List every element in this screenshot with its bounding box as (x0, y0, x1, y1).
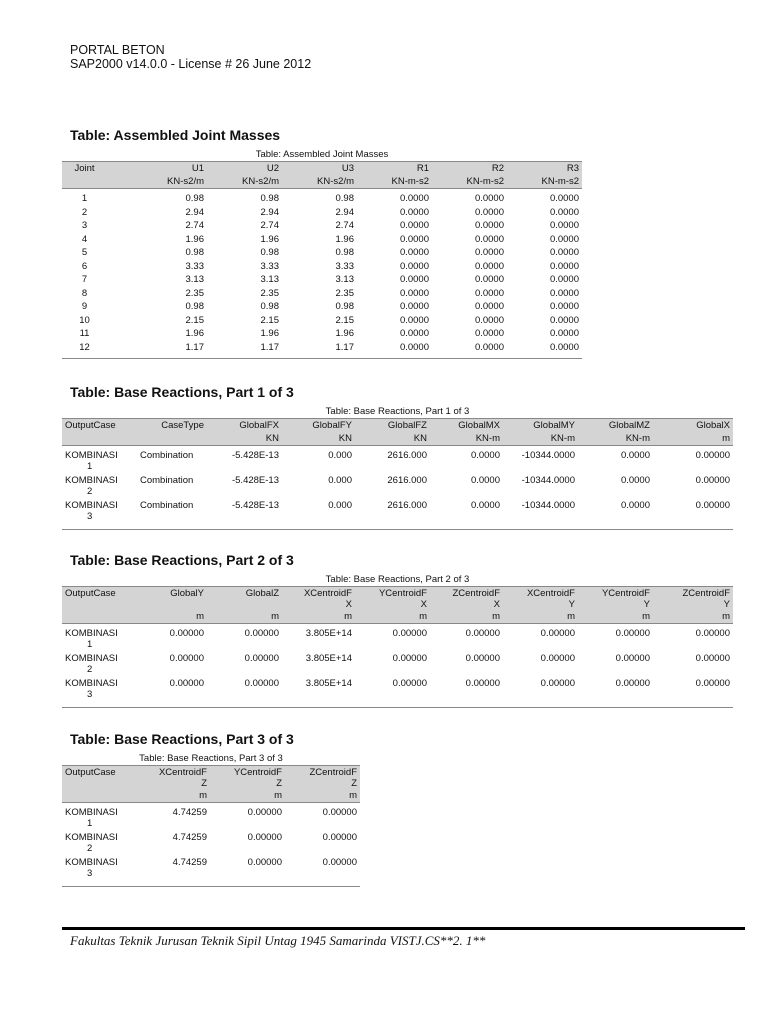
column-header (62, 766, 137, 790)
column-header-line2: Y (723, 599, 730, 610)
column-header-line2: X (420, 599, 427, 610)
output-case-name: KOMBINASI (65, 475, 118, 486)
table-cell: 0.00000 (615, 628, 650, 639)
output-case (65, 500, 134, 522)
table-cell: 0.0000 (474, 287, 504, 299)
table-row (62, 260, 582, 274)
table-cell: 2.74 (185, 220, 204, 231)
table-row (62, 246, 582, 260)
table-cell: 0.0000 (474, 233, 504, 245)
column-header (430, 587, 503, 611)
table-cell: 2616.000 (387, 450, 427, 461)
table-cell: 0.0000 (399, 193, 429, 204)
table-cell: 0.00000 (430, 678, 503, 708)
table-cell: -10344.0000 (521, 475, 575, 486)
output-case-cell (62, 803, 137, 833)
table-cell: 0.00000 (695, 653, 730, 664)
output-case-number: 1 (87, 639, 93, 650)
table-cell: 0.00000 (247, 807, 282, 818)
table-cell: 3.33 (335, 260, 354, 272)
table-cell: 0.00000 (285, 857, 360, 887)
table-row (62, 233, 582, 247)
table-cell: 0.98 (260, 193, 279, 204)
table-cell: 3.805E+14 (305, 628, 352, 639)
table-cell: 1.17 (207, 341, 282, 359)
table-cell: 2616.000 (387, 475, 427, 486)
column-header: Joint (62, 162, 107, 176)
table-cell: 0.00000 (207, 678, 282, 708)
table-cell: 0.00000 (137, 678, 207, 708)
output-case-number: 1 (87, 818, 93, 829)
table-cell: 0.0000 (507, 341, 582, 359)
base-reactions-part3-table (62, 765, 360, 887)
table-cell: 0.98 (185, 301, 204, 312)
table-cell: 0.0000 (432, 341, 507, 359)
table-cell: 0.0000 (470, 475, 500, 486)
column-header: GlobalMZ (578, 419, 653, 433)
column-unit: m (578, 610, 653, 624)
base-reactions-part1-table (62, 418, 733, 530)
table-row (62, 300, 582, 314)
column-header-line1: XCentroidF (526, 588, 575, 599)
table-cell: 1.96 (185, 328, 204, 339)
base-reactions-part2-table (62, 586, 733, 708)
table-cell: 4.74259 (137, 857, 210, 887)
table-caption: Table: Assembled Joint Masses (255, 149, 389, 160)
table-cell: 0.00000 (465, 653, 500, 664)
table-cell: 1.96 (260, 233, 279, 245)
table-cell: 7 (81, 274, 88, 285)
table-cell: -10344.0000 (521, 450, 575, 461)
table-cell: 0.0000 (549, 287, 579, 299)
table-cell: 0.0000 (474, 314, 504, 326)
table-caption: Table: Base Reactions, Part 3 of 3 (139, 753, 283, 764)
column-unit: KN-m-s2 (432, 175, 507, 189)
table-cell: 0.00000 (615, 653, 650, 664)
column-unit: m (503, 610, 578, 624)
table-cell: 0.00000 (392, 628, 427, 639)
table-cell: 0.0000 (549, 328, 579, 339)
column-unit: m (355, 610, 430, 624)
column-header (578, 587, 653, 611)
column-unit: m (430, 610, 503, 624)
column-unit: KN (355, 432, 430, 446)
column-header-line2: Y (568, 599, 575, 610)
table-cell: 0.00000 (169, 653, 204, 664)
column-header-line2: X (345, 599, 352, 610)
table-cell: 0.98 (260, 301, 279, 312)
table-cell: 0.0000 (620, 450, 650, 461)
joint-masses-table (62, 161, 582, 359)
column-unit: KN (282, 432, 355, 446)
column-header-line1: ZCentroidF (452, 588, 500, 599)
output-case-name: KOMBINASI (65, 807, 118, 818)
column-unit: KN-s2/m (207, 175, 282, 189)
table-cell: 2.74 (260, 220, 279, 231)
table-cell: 3.805E+14 (305, 653, 352, 664)
table-cell: 0.00000 (169, 628, 204, 639)
table-cell: 9 (81, 301, 88, 312)
table-cell: 1.96 (260, 328, 279, 339)
column-header-line1: ZCentroidF (682, 588, 730, 599)
table-cell: 0.0000 (474, 260, 504, 272)
table-cell: 2.94 (185, 206, 204, 218)
output-case-number: 3 (87, 511, 93, 522)
output-case-number: 2 (87, 843, 93, 854)
table-cell: 0.00000 (465, 628, 500, 639)
table-cell: 0.0000 (578, 500, 653, 530)
table-cell: 2.74 (335, 220, 354, 231)
column-header-line2: Z (276, 778, 282, 789)
table-cell: 3.33 (185, 260, 204, 272)
table-cell: 0.00000 (503, 678, 578, 708)
table-cell: Combination (140, 475, 194, 486)
column-unit (137, 432, 207, 446)
table-cell: 0.00000 (695, 475, 730, 486)
column-unit: m (653, 432, 733, 446)
table-caption: Table: Base Reactions, Part 2 of 3 (325, 574, 470, 585)
column-unit: m (653, 610, 733, 624)
output-case (65, 807, 134, 829)
column-header-line1: YCentroidF (378, 588, 427, 599)
output-case-cell (62, 624, 137, 654)
column-header: OutputCase (62, 419, 137, 433)
table-cell: -5.428E-13 (231, 475, 279, 486)
output-case-name: KOMBINASI (65, 628, 118, 639)
table-cell: 0.0000 (399, 274, 429, 285)
table-cell: -5.428E-13 (207, 500, 282, 530)
column-unit: KN (207, 432, 282, 446)
table-cell: 0.0000 (470, 450, 500, 461)
table-cell: 0.0000 (399, 233, 429, 245)
output-case-name: KOMBINASI (65, 832, 118, 843)
table-cell: 0.00000 (695, 628, 730, 639)
table-cell: 0.0000 (399, 247, 429, 258)
table-cell: 0.98 (335, 193, 354, 204)
table-cell: 11 (79, 328, 90, 339)
table-cell: 3.33 (260, 260, 279, 272)
output-case-name: KOMBINASI (65, 678, 118, 689)
table-row (62, 327, 582, 341)
table-cell: 0.0000 (399, 328, 429, 339)
column-header: R2 (432, 162, 507, 176)
table-cell: 0.0000 (549, 220, 579, 231)
table-cell: 0.0000 (474, 220, 504, 231)
table-cell: -10344.0000 (503, 500, 578, 530)
table-cell: 2 (81, 206, 88, 218)
output-case-number: 3 (87, 868, 93, 879)
table-cell: 1.96 (335, 233, 354, 245)
column-header: R3 (507, 162, 582, 176)
table-cell: 0.0000 (620, 475, 650, 486)
table-cell: 0.0000 (399, 301, 429, 312)
table-cell: 3.13 (335, 274, 354, 285)
table-cell: 0.0000 (549, 247, 579, 258)
table-cell: 5 (81, 247, 88, 258)
table-cell: 0.0000 (549, 314, 579, 326)
column-header (503, 587, 578, 611)
column-unit (62, 175, 107, 189)
table-row (62, 206, 582, 220)
table-cell: 0.00000 (540, 653, 575, 664)
table-cell: 2.35 (185, 287, 204, 299)
table-cell: 1.96 (185, 233, 204, 245)
table-cell: 3.13 (260, 274, 279, 285)
column-header-line1: GlobalZ (245, 588, 279, 599)
table-row (62, 273, 582, 287)
column-unit: KN-m (430, 432, 503, 446)
table-cell: 0.000 (328, 450, 352, 461)
table-cell: 0.00000 (244, 628, 279, 639)
table-cell: 0.0000 (399, 314, 429, 326)
output-case-name: KOMBINASI (65, 653, 118, 664)
table-cell: -5.428E-13 (231, 450, 279, 461)
table-cell: 0.98 (185, 247, 204, 258)
column-unit: m (207, 610, 282, 624)
document-header (70, 43, 311, 71)
table-cell: 0.00000 (578, 678, 653, 708)
table-cell: 2.35 (260, 287, 279, 299)
table-cell: 0.98 (335, 301, 354, 312)
column-unit: m (282, 610, 355, 624)
table-cell: 0.00000 (695, 450, 730, 461)
column-header-line1: GlobalY (170, 588, 204, 599)
project-name: PORTAL BETON (70, 43, 165, 57)
column-unit: KN-m-s2 (357, 175, 432, 189)
column-header (282, 587, 355, 611)
column-unit: KN-s2/m (282, 175, 357, 189)
table-cell: 0.0000 (474, 193, 504, 204)
table-cell: 0.00000 (653, 678, 733, 708)
column-unit: KN-m-s2 (507, 175, 582, 189)
table-cell: 0.0000 (474, 206, 504, 218)
page-footer: Fakultas Teknik Jurusan Teknik Sipil Untag 1945 Samarinda VISTJ.CS**2. 1** (70, 933, 486, 948)
column-unit: m (210, 789, 285, 803)
column-unit (62, 432, 137, 446)
output-case (65, 857, 134, 879)
table-cell: 4.74259 (172, 832, 207, 843)
table-row (62, 803, 360, 833)
table-caption: Table: Base Reactions, Part 1 of 3 (325, 406, 470, 417)
output-case-cell (62, 678, 137, 708)
output-case (65, 450, 134, 472)
footer-rule (62, 927, 745, 930)
output-case (65, 678, 134, 700)
output-case-number: 2 (87, 664, 93, 675)
software-license-line: SAP2000 v14.0.0 - License # 26 June 2012 (70, 57, 312, 71)
table-cell: 0.0000 (399, 260, 429, 272)
table-cell: 0.0000 (549, 206, 579, 218)
column-unit: m (285, 789, 360, 803)
table-cell: 4.74259 (172, 807, 207, 818)
table-cell: 0.0000 (357, 341, 432, 359)
table-cell: 2.94 (335, 206, 354, 218)
column-header: U2 (207, 162, 282, 176)
column-header: GlobalFZ (355, 419, 430, 433)
table-cell: 12 (62, 341, 107, 359)
output-case-cell (62, 446, 137, 476)
output-case-number: 2 (87, 486, 93, 497)
table-row (62, 189, 582, 206)
output-case (65, 832, 134, 854)
column-header (62, 587, 137, 611)
column-header-line2: X (493, 599, 500, 610)
table-row (62, 624, 733, 654)
table-cell: 2.15 (185, 314, 204, 326)
table-cell: 0.0000 (474, 247, 504, 258)
table-row (62, 475, 733, 500)
column-header-line1: YCentroidF (233, 767, 282, 778)
column-unit (62, 610, 137, 624)
table-cell: 0.0000 (399, 287, 429, 299)
output-case-cell (62, 475, 137, 500)
column-header (653, 587, 733, 611)
column-header-line2: Z (201, 778, 207, 789)
column-header-line1: XCentroidF (303, 588, 352, 599)
column-header (210, 766, 285, 790)
table-row (62, 678, 733, 708)
column-header: U1 (107, 162, 207, 176)
table-row (62, 341, 582, 359)
table-cell: 0.0000 (549, 233, 579, 245)
table-row (62, 287, 582, 301)
column-unit: KN-s2/m (107, 175, 207, 189)
table-cell: 0.98 (335, 247, 354, 258)
column-header-line1: OutputCase (65, 767, 116, 778)
table-cell: 6 (81, 260, 88, 272)
table-cell: 0.0000 (430, 500, 503, 530)
table-row (62, 446, 733, 476)
column-unit: m (137, 789, 210, 803)
output-case-cell (62, 653, 137, 678)
output-case-cell (62, 500, 137, 530)
column-header (137, 766, 210, 790)
column-header (355, 587, 430, 611)
table-cell: 8 (81, 287, 88, 299)
table-cell: 0.0000 (549, 301, 579, 312)
output-case-name: KOMBINASI (65, 857, 118, 868)
column-header: R1 (357, 162, 432, 176)
table-row (62, 314, 582, 328)
table-cell: 2.15 (260, 314, 279, 326)
table-cell: 0.0000 (474, 301, 504, 312)
table-cell: 0.00000 (392, 653, 427, 664)
table-cell: 0.0000 (549, 260, 579, 272)
column-header-line1: OutputCase (65, 588, 116, 599)
table-cell: 10 (79, 314, 90, 326)
column-header: CaseType (137, 419, 207, 433)
section-title-joint-masses: Table: Assembled Joint Masses (70, 127, 281, 143)
output-case (65, 653, 134, 675)
table-cell: 2.15 (335, 314, 354, 326)
column-header (207, 587, 282, 611)
table-cell: 0.00000 (244, 653, 279, 664)
output-case-name: KOMBINASI (65, 450, 118, 461)
column-unit: KN-m (578, 432, 653, 446)
table-cell: 0.0000 (399, 206, 429, 218)
table-cell: 0.0000 (549, 193, 579, 204)
table-row (62, 832, 360, 857)
table-cell: 1.17 (282, 341, 357, 359)
table-cell: 0.000 (328, 475, 352, 486)
table-cell: 1.17 (107, 341, 207, 359)
table-cell: 3.13 (185, 274, 204, 285)
column-header-line2: Z (351, 778, 357, 789)
column-header-line1: ZCentroidF (309, 767, 357, 778)
table-cell: 0.0000 (399, 220, 429, 231)
table-cell: 0.00000 (355, 678, 430, 708)
table-cell: 0.0000 (549, 274, 579, 285)
table-cell: 0.00000 (653, 500, 733, 530)
table-cell: 0.00000 (247, 832, 282, 843)
output-case-number: 3 (87, 689, 93, 700)
table-cell: 0.00000 (540, 628, 575, 639)
table-cell: 0.00000 (322, 807, 357, 818)
table-cell: 3 (81, 220, 88, 231)
table-cell: 0.000 (282, 500, 355, 530)
output-case-cell (62, 832, 137, 857)
column-header (285, 766, 360, 790)
table-row (62, 219, 582, 233)
column-header (137, 587, 207, 611)
table-cell: 1 (81, 193, 88, 204)
table-row (62, 500, 733, 530)
table-cell: 0.00000 (322, 832, 357, 843)
output-case-number: 1 (87, 461, 93, 472)
column-unit: KN-m (503, 432, 578, 446)
table-cell: 2616.000 (355, 500, 430, 530)
table-cell: 0.98 (185, 193, 204, 204)
column-header-line1: YCentroidF (601, 588, 650, 599)
table-row (62, 857, 360, 887)
column-unit: m (137, 610, 207, 624)
column-unit (62, 789, 137, 803)
column-header-line1: XCentroidF (158, 767, 207, 778)
table-cell: Combination (140, 450, 194, 461)
column-header: GlobalMY (503, 419, 578, 433)
table-cell: 0.98 (260, 247, 279, 258)
section-title-base-reactions-part1: Table: Base Reactions, Part 1 of 3 (70, 384, 294, 400)
output-case (65, 628, 134, 650)
output-case (65, 475, 134, 497)
table-row (62, 653, 733, 678)
column-header: GlobalMX (430, 419, 503, 433)
table-cell: 2.94 (260, 206, 279, 218)
table-cell: Combination (137, 500, 207, 530)
table-cell: 0.0000 (474, 274, 504, 285)
section-title-base-reactions-part2: Table: Base Reactions, Part 2 of 3 (70, 552, 294, 568)
column-header: GlobalFY (282, 419, 355, 433)
column-header: U3 (282, 162, 357, 176)
table-cell: 0.00000 (210, 857, 285, 887)
column-header: GlobalX (653, 419, 733, 433)
table-cell: 3.805E+14 (282, 678, 355, 708)
column-header: GlobalFX (207, 419, 282, 433)
table-cell: 0.0000 (474, 328, 504, 339)
table-cell: 4 (81, 233, 88, 245)
section-title-base-reactions-part3: Table: Base Reactions, Part 3 of 3 (70, 731, 294, 747)
column-header-line2: Y (643, 599, 650, 610)
output-case-name: KOMBINASI (65, 500, 118, 511)
table-cell: 2.35 (335, 287, 354, 299)
table-cell: 1.96 (335, 328, 354, 339)
output-case-cell (62, 857, 137, 887)
